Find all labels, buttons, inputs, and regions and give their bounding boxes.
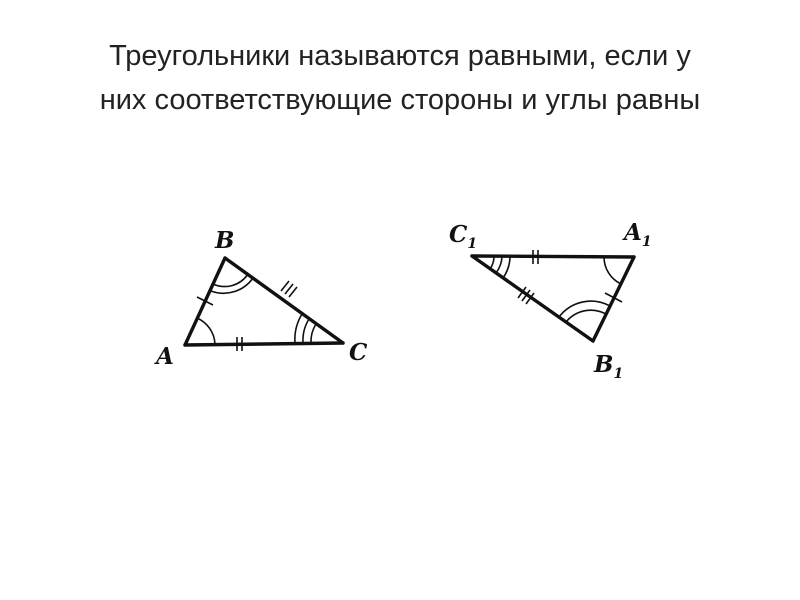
side-c1a1 xyxy=(472,256,634,257)
vertex-label-b: B xyxy=(215,227,235,254)
side-bc xyxy=(225,258,343,343)
vertex-label-c: C xyxy=(349,339,368,366)
vertex-label-c1: $C_1$ xyxy=(449,221,478,252)
triangle-abc xyxy=(154,227,368,370)
triangle-a1b1c1 xyxy=(449,219,652,382)
slide-title-line-1: Треугольники называются равными, если у xyxy=(109,40,691,72)
angle-arc-a xyxy=(197,318,215,344)
vertex-label-b1: $B_1$ xyxy=(594,351,624,382)
vertex-label-a1: $A_1$ xyxy=(624,219,652,250)
vertex-label-a: A xyxy=(156,343,174,370)
side-a1b1 xyxy=(593,257,634,341)
angle-arc-a1 xyxy=(604,257,621,284)
tick-bc xyxy=(281,281,297,297)
angle-arc-c xyxy=(295,314,316,343)
side-ac xyxy=(185,343,343,345)
slide-title-line-2: них соответствующие стороны и углы равны xyxy=(99,84,701,116)
